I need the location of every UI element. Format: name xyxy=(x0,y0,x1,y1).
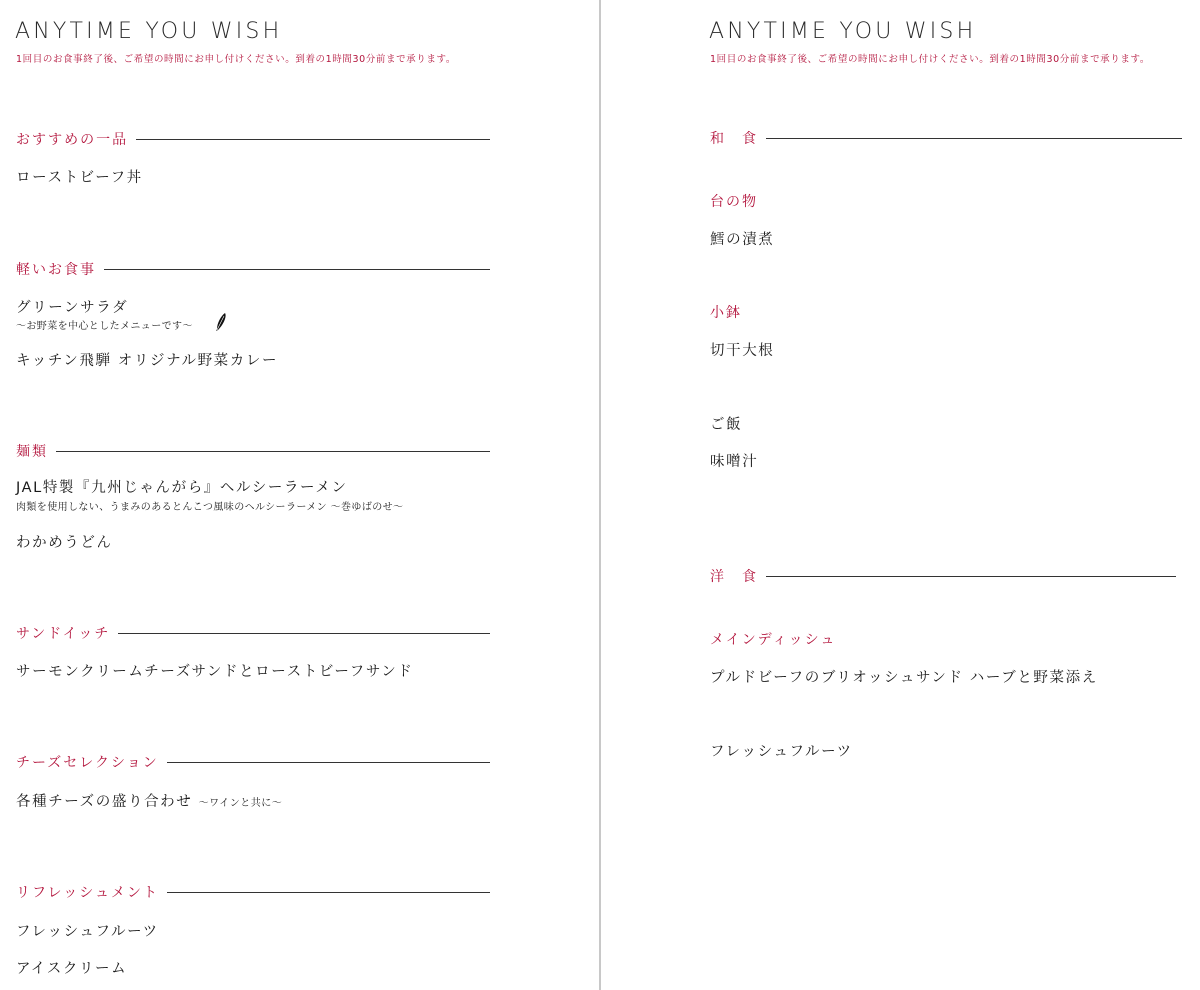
section-western xyxy=(710,566,1176,586)
section-recommended xyxy=(16,129,490,149)
menu-item-pulled-beef-sandwich: プルドビーフのブリオッシュサンド ハーブと野菜添え xyxy=(710,670,1098,686)
menu-item-cod: 鱈の漬煮 xyxy=(710,232,775,248)
leaf-icon xyxy=(214,312,228,332)
menu-item-fresh-fruit: フレッシュフルーツ xyxy=(16,924,159,940)
section-label: 和 食 xyxy=(710,131,758,147)
section-sandwich xyxy=(16,623,490,643)
section-rule xyxy=(56,451,490,452)
section-label: 洋 食 xyxy=(710,569,758,585)
section-label: 麺類 xyxy=(16,444,48,460)
section-rule xyxy=(167,892,490,893)
menu-item-wakame-udon: わかめうどん xyxy=(16,535,113,551)
menu-item-miso-soup: 味噌汁 xyxy=(710,454,759,470)
section-japanese xyxy=(710,128,1182,148)
section-rule xyxy=(766,138,1182,139)
menu-item-note: ～ワインと共に～ xyxy=(198,798,283,809)
section-refreshment xyxy=(16,882,490,902)
right-menu-page xyxy=(602,0,1200,990)
section-label: リフレッシュメント xyxy=(16,885,160,901)
page-title: ANYTIME YOU WISH xyxy=(15,19,283,44)
section-rule xyxy=(766,576,1176,577)
menu-item-sandwich: サーモンクリームチーズサンドとローストビーフサンド xyxy=(16,664,414,680)
section-cheese xyxy=(16,752,490,772)
section-light-meal xyxy=(16,259,490,279)
section-label: 軽いお食事 xyxy=(16,262,96,278)
section-rule xyxy=(136,139,490,140)
menu-item-kiriboshi-daikon: 切干大根 xyxy=(710,343,775,359)
section-label: サンドイッチ xyxy=(16,626,111,642)
section-rule xyxy=(104,269,490,270)
menu-item-roast-beef-bowl: ローストビーフ丼 xyxy=(16,170,143,186)
section-rule xyxy=(118,633,490,634)
menu-item-fresh-fruit: フレッシュフルーツ xyxy=(710,744,853,760)
page-subtitle: 1回目のお食事終了後、ご希望の時間にお申し付けください。到着の1時間30分前まで承ります。 xyxy=(710,54,1150,65)
subsection-main-dish: 台の物 xyxy=(710,194,758,210)
menu-item-name: 各種チーズの盛り合わせ xyxy=(16,794,193,810)
section-rule xyxy=(167,762,490,763)
page-subtitle: 1回目のお食事終了後、ご希望の時間にお申し付けください。到着の1時間30分前まで承ります。 xyxy=(16,54,456,65)
section-label: おすすめの一品 xyxy=(16,132,129,148)
menu-item-rice: ご飯 xyxy=(710,417,743,433)
section-noodles xyxy=(16,441,490,461)
menu-item-green-salad: グリーンサラダ xyxy=(16,300,129,316)
menu-item-vegetable-curry: キッチン飛騨 オリジナル野菜カレー xyxy=(16,353,279,369)
subsection-kobachi: 小鉢 xyxy=(710,305,742,321)
menu-item-ramen: JAL特製『九州じゃんがら』ヘルシーラーメン xyxy=(16,480,348,496)
section-label: チーズセレクション xyxy=(16,755,159,771)
menu-item-cheese xyxy=(16,790,282,811)
menu-item-note: 肉類を使用しない、うまみのあるとんこつ風味のヘルシーラーメン ～巻ゆばのせ～ xyxy=(16,502,404,513)
subsection-main-dish: メインディッシュ xyxy=(710,632,837,648)
menu-item-note: ～お野菜を中心としたメニューです～ xyxy=(16,321,193,332)
page-title: ANYTIME YOU WISH xyxy=(709,19,977,44)
menu-item-ice-cream: アイスクリーム xyxy=(16,961,128,977)
